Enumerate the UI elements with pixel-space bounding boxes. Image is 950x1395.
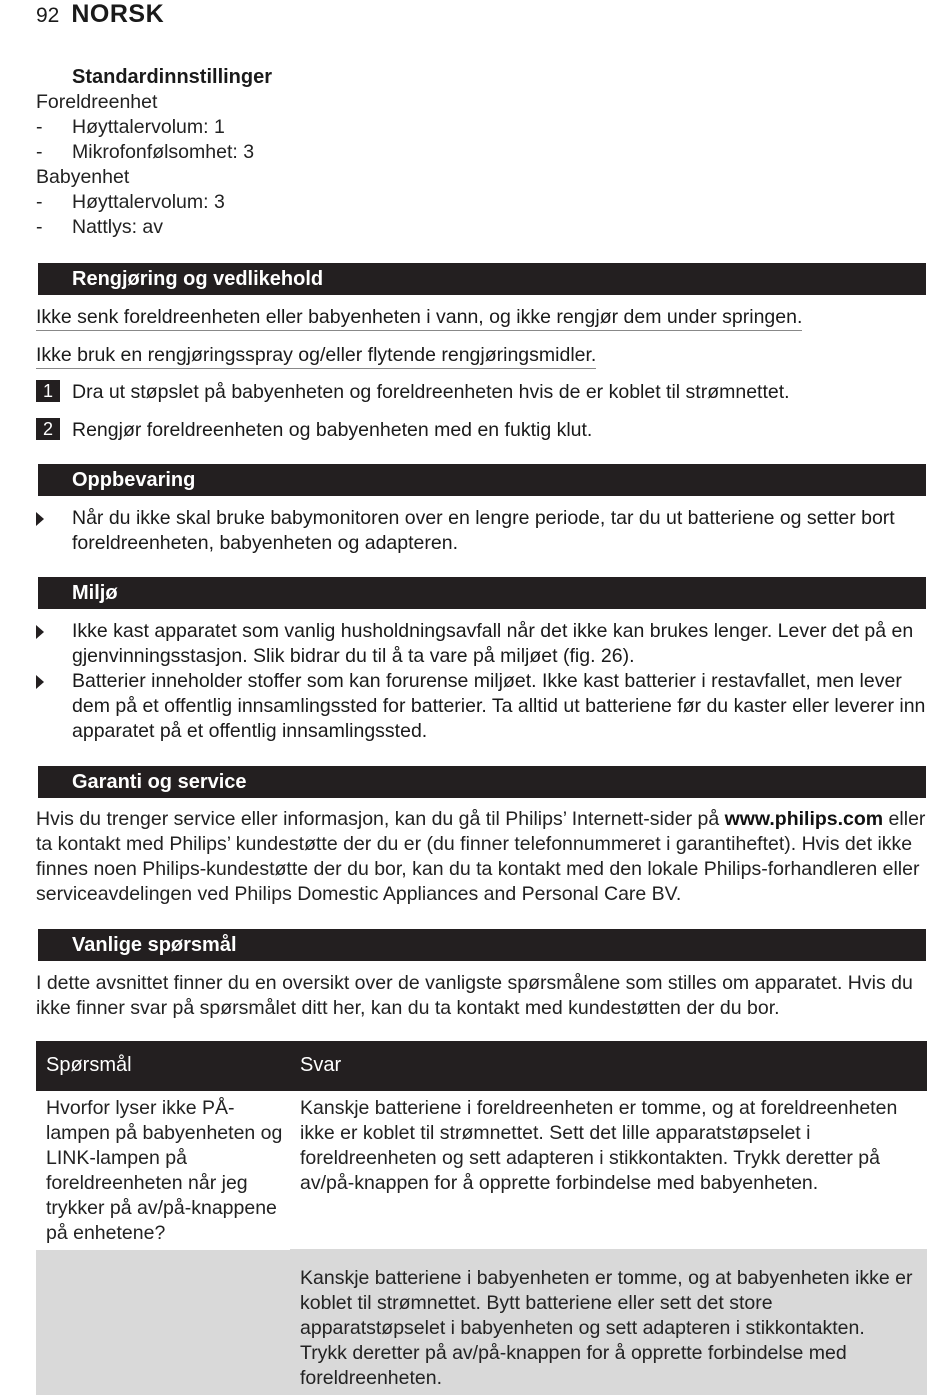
step-item <box>36 380 926 405</box>
bullet-item: Når du ikke skal bruke babymonitoren over en lengre periode, tar du ut batteriene og setter bort foreldreenheten, babyenheten og adapteren. <box>36 506 926 556</box>
list-item: - Nattlys: av <box>36 216 164 238</box>
page-header <box>36 0 164 28</box>
section-heading-faq: Vanlige spørsmål <box>38 929 926 961</box>
bullet-item: Batterier inneholder stoffer som kan forurense miljøet. Ikke kast batterier i restavfallet, men lever dem på et offentlig innsamlingssted for batterier. Ta alltid ut batteriene før du kaster eller leverer inn apparatet på et offentlig innsamlingssted. <box>36 669 926 744</box>
column-header-question: Spørsmål <box>36 1041 290 1091</box>
step-number: 1 <box>36 380 60 402</box>
philips-link[interactable]: www.philips.com <box>724 808 884 830</box>
question-cell: Hvorfor lyser ikke PÅ-lampen på babyenheten og LINK-lampen på foreldreenheten når jeg trykker på av/på-knappene på enhetene? <box>36 1091 290 1395</box>
list-item: - Høyttalervolum: 1 <box>36 116 225 138</box>
bullet-icon <box>36 512 44 526</box>
section-heading-cleaning: Rengjøring og vedlikehold <box>38 263 926 295</box>
bullet-icon <box>36 675 44 689</box>
bullet-item: Ikke kast apparatet som vanlig husholdningsavfall når det ikke kan brukes lenger. Lever det på en gjenvinningsstasjon. Slik bidrar du til å ta vare på miljøet (fig. 26). <box>36 619 926 669</box>
list-item: - Mikrofonfølsomhet: 3 <box>36 141 255 163</box>
table-row <box>36 1091 927 1249</box>
list-item: Babyenhet <box>36 166 130 188</box>
step-number: 2 <box>36 418 60 440</box>
section-heading-environment: Miljø <box>38 577 926 609</box>
default-settings <box>36 64 916 240</box>
table-header-row <box>36 1041 927 1091</box>
step-text: Rengjør foreldreenheten og babyenheten med en fuktig klut. <box>72 419 593 441</box>
guarantee-text: Hvis du trenger service eller informasjon, kan du gå til Philips’ Internett-sider på www.philips.com eller ta kontakt med Philips’ kundestøtte der du er (du finner telefonnummeret i garantiheftet). Hvis det ikke finnes noen Philips-kundestøtte der du bor, kan du ta kontakt med den lokale Philips-forhandleren eller serviceavdelingen ved Philips Domestic Appliances and Personal Care BV. <box>36 808 926 905</box>
section-heading-storage: Oppbevaring <box>38 464 926 496</box>
step-item <box>36 418 926 443</box>
answer-cell: Kanskje batteriene i foreldreenheten er tomme, og at foreldreenheten ikke er koblet til strømnettet. Sett det lille apparatstøpselet i foreldreenheten og sett adapteren i stikkontakten. Trykk deretter på av/på-knappen for å opprette forbindelse med babyenheten. <box>300 1097 898 1194</box>
faq-intro: I dette avsnittet finner du en oversikt over de vanligste spørsmålene som stilles om apparatet. Hvis du ikke finner svar på spørsmålet ditt her, kan du ta kontakt med kundestøtten der du bor. <box>36 972 913 1019</box>
answer-cell: Kanskje batteriene i babyenheten er tomme, og at babyenheten ikke er koblet til strømnettet. Bytt batteriene eller sett det store apparatstøpselet i babyenheten og sett adapteren i stikkontakten. Trykk deretter på av/på-knappen for å opprette forbindelse med foreldreenheten. <box>290 1249 927 1395</box>
default-settings-title: Standardinnstillinger <box>72 66 273 88</box>
column-header-answer: Svar <box>290 1041 927 1091</box>
section-heading-guarantee: Garanti og service <box>38 766 926 798</box>
faq-table <box>36 1041 927 1395</box>
warning-text: Ikke bruk en rengjøringsspray og/eller flytende rengjøringsmidler. <box>36 343 596 369</box>
bullet-icon <box>36 625 44 639</box>
page-language: NORSK <box>71 0 165 28</box>
warning-text: Ikke senk foreldreenheten eller babyenheten i vann, og ikke rengjør dem under springen. <box>36 305 802 331</box>
page-number: 92 <box>36 4 60 27</box>
step-text: Dra ut støpslet på babyenheten og foreldreenheten hvis de er koblet til strømnettet. <box>72 381 790 403</box>
list-item: - Høyttalervolum: 3 <box>36 191 225 213</box>
list-item: Foreldreenhet <box>36 91 158 113</box>
